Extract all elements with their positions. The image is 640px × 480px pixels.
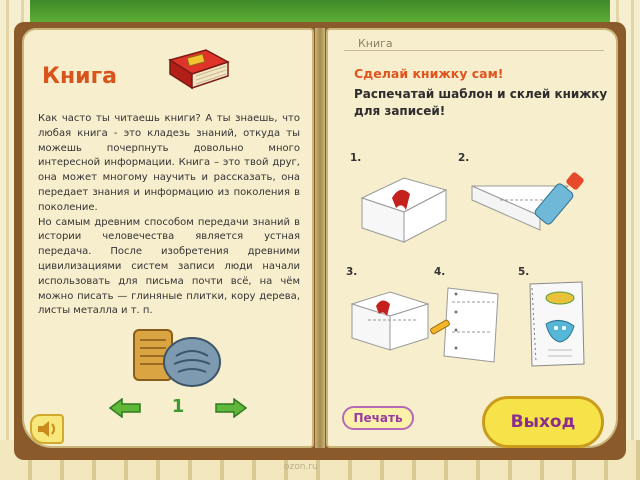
craft-instructions: Распечатай шаблон и склей книжку для записей! xyxy=(354,87,608,118)
sound-button[interactable] xyxy=(30,414,64,444)
step-number: 2. xyxy=(458,152,470,164)
section-tab: Книга xyxy=(358,37,393,50)
watermark: ozon.ru xyxy=(284,462,318,472)
step-number: 3. xyxy=(346,266,358,278)
speaker-icon xyxy=(32,416,62,442)
print-button[interactable]: Печать xyxy=(342,406,414,430)
step-1-illustration xyxy=(356,168,452,246)
book-icon xyxy=(166,46,232,92)
arrow-right-icon[interactable] xyxy=(214,398,248,418)
page-title: Книга xyxy=(42,64,117,89)
step-number: 1. xyxy=(350,152,362,164)
book-spine xyxy=(315,28,325,448)
arrow-left-icon[interactable] xyxy=(108,398,142,418)
page-number: 1 xyxy=(171,396,185,417)
article-text: Как часто ты читаешь книги? А ты знаешь, что любая книга - это кладезь знаний, откуда ты можешь почерпнуть довольно много интересной информации. Книга – это твой друг, она может многому научить и рассказать, она передает знания и информацию из поколения в поколение. Но самым древним способом передачи знаний в истории человечества является устная передача. После изобретения древними цивилизациями систем записи люди начали использовать для письма почти всё, на чём можно писать — глиняные плитки, кору дерева, листы металла и т. п. xyxy=(38,113,300,317)
step-3-illustration xyxy=(348,284,432,354)
step-number: 4. xyxy=(434,266,446,278)
step-4-illustration xyxy=(426,282,508,366)
step-2-illustration xyxy=(470,172,590,234)
clay-tablets-illustration xyxy=(128,326,224,390)
step-5-illustration xyxy=(522,278,592,370)
exit-button[interactable]: Выход xyxy=(482,396,604,448)
page-pager xyxy=(108,396,248,422)
step-number: 5. xyxy=(518,266,530,278)
tab-divider xyxy=(344,50,604,51)
craft-heading: Сделай книжку сам! xyxy=(354,66,504,81)
